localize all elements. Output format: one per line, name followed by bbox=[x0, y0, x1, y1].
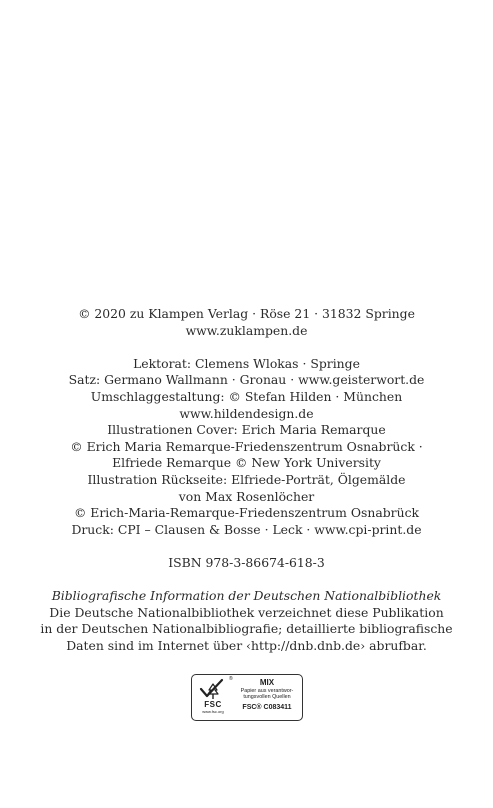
fsc-tree-check-icon bbox=[198, 677, 228, 701]
fsc-label bbox=[191, 674, 303, 721]
fsc-category: MIX bbox=[259, 678, 275, 687]
credit-line: Satz: Germano Wallmann · Gronau · www.geisterwort.de bbox=[68, 372, 425, 388]
dnb-heading: Bibliografische Information der Deutschen Nationalbibliothek bbox=[51, 588, 442, 604]
fsc-registered-mark: ® bbox=[229, 676, 233, 682]
fsc-description: Papier aus verantwor- bbox=[240, 688, 294, 694]
fsc-brand: FSC bbox=[204, 700, 222, 709]
fsc-license-code: FSC® C083411 bbox=[242, 703, 292, 711]
credit-line: Illustration Rückseite: Elfriede-Porträt, Ölgemälde bbox=[87, 471, 406, 487]
credit-line: Lektorat: Clemens Wlokas · Springe bbox=[133, 355, 360, 371]
credit-line: www.hildendesign.de bbox=[179, 405, 314, 421]
fsc-logo-block bbox=[195, 677, 231, 718]
fsc-text-block bbox=[234, 678, 300, 713]
spacer bbox=[0, 572, 493, 589]
dnb-line: Die Deutsche Nationalbibliothek verzeichnet diese Publikation bbox=[49, 604, 444, 620]
fsc-url: www.fsc.org bbox=[202, 709, 224, 714]
dnb-line: Daten sind im Internet über ‹http://dnb.dnb.de› abrufbar. bbox=[66, 637, 427, 653]
publisher-line: © 2020 zu Klampen Verlag · Röse 21 · 31832 Springe bbox=[78, 306, 415, 321]
publisher-website: www.zuklampen.de bbox=[185, 322, 308, 338]
credit-line: von Max Rosenlöcher bbox=[178, 488, 315, 504]
spacer bbox=[0, 538, 493, 555]
credit-line: Illustrationen Cover: Erich Maria Remarque bbox=[107, 422, 386, 438]
credit-line: Elfriede Remarque © New York University bbox=[112, 455, 381, 471]
spacer bbox=[0, 339, 493, 356]
credit-line: Umschlaggestaltung: © Stefan Hilden · München bbox=[90, 388, 403, 404]
fsc-description: tungsvollen Quellen bbox=[243, 694, 291, 701]
isbn: ISBN 978-3-86674-618-3 bbox=[168, 554, 325, 570]
credit-line: © Erich-Maria-Remarque-Friedenszentrum Osnabrück bbox=[73, 505, 420, 521]
imprint-block bbox=[0, 306, 493, 654]
credit-line: Druck: CPI – Clausen & Bosse · Leck · www.cpi-print.de bbox=[71, 521, 422, 537]
credit-line: © Erich Maria Remarque-Friedenszentrum Osnabrück · bbox=[70, 438, 423, 454]
dnb-line: in der Deutschen Nationalbibliografie; detaillierte bibliografische bbox=[40, 621, 453, 637]
